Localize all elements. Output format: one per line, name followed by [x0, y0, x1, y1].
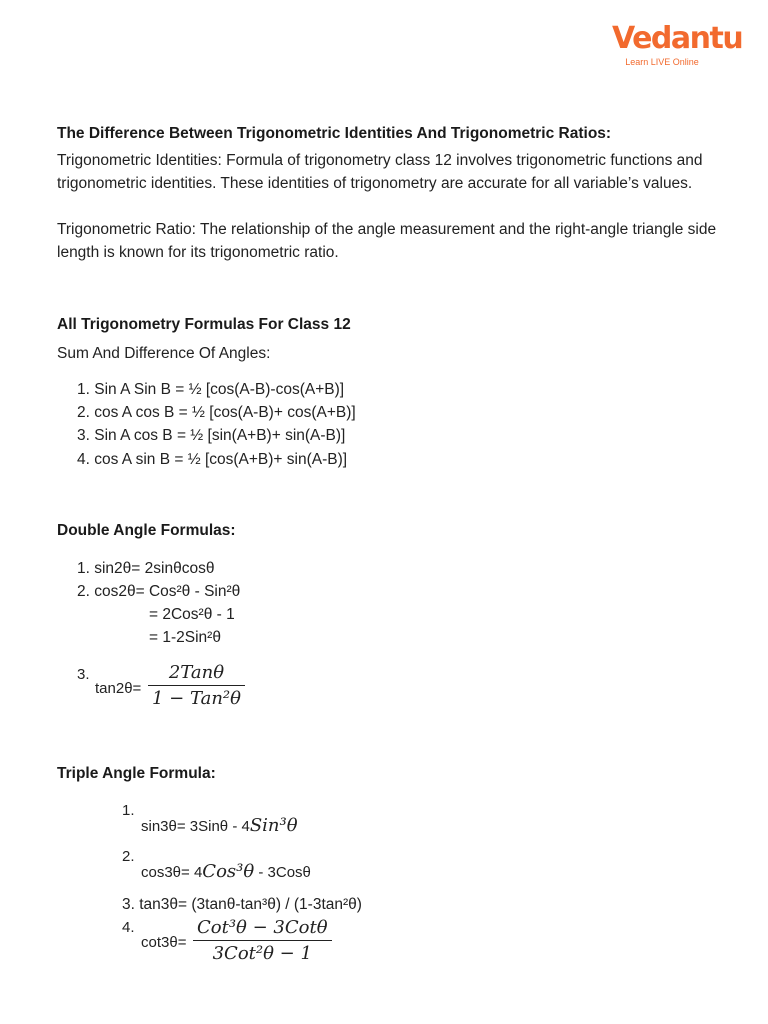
fraction-numerator: 2Tanθ	[168, 662, 225, 683]
cos3-formula	[141, 861, 311, 882]
list-item: 2. cos2θ= Cos²θ - Sin²θ	[77, 583, 241, 600]
formula-lhs: cot3θ=	[141, 934, 187, 951]
identities-paragraph: Trigonometric Identities: Formula of trigonometry class 12 involves trigonometric functions and trigonometric identities. These identities of trigonometry are accurate for all variable’s values.	[57, 152, 703, 192]
section-heading-double-angle: Double Angle Formulas:	[57, 522, 236, 539]
list-item: 3. Sin A cos B = ½ [sin(A+B)+ sin(A-B)]	[77, 427, 346, 444]
fraction-numerator: Cot³θ − 3Cotθ	[197, 917, 328, 938]
list-item: 4. cos A sin B = ½ [cos(A+B)+ sin(A-B)]	[77, 451, 348, 468]
list-item: 1. Sin A Sin B = ½ [cos(A-B)-cos(A+B)]	[77, 381, 345, 398]
formula-math: Cos³θ	[202, 861, 255, 882]
list-number: 2.	[122, 848, 135, 865]
ratio-paragraph: Trigonometric Ratio: The relationship of the angle measurement and the right-angle triangle side length is known for its trigonometric ratio.	[57, 221, 717, 261]
list-item: 2. cos A cos B = ½ [cos(A-B)+ cos(A+B)]	[77, 404, 356, 421]
formula-text: cos3θ= 4	[141, 864, 203, 881]
section-heading-all-formulas: All Trigonometry Formulas For Class 12	[57, 316, 351, 333]
logo-word: Vedantu	[612, 21, 743, 56]
logo-tagline: Learn LIVE Online	[625, 57, 699, 67]
cot3-fraction	[193, 917, 332, 964]
list-number: 1.	[122, 802, 135, 819]
formula-text: sin3θ= 3Sinθ - 4	[141, 818, 250, 835]
fraction-denominator: 3Cot²θ − 1	[193, 940, 332, 964]
section-heading-triple-angle: Triple Angle Formula:	[57, 765, 216, 782]
list-item: 1. sin2θ= 2sinθcosθ	[77, 560, 215, 577]
formula-text: - 3Cosθ	[254, 864, 311, 881]
fraction-denominator: 1 − Tan²θ	[148, 685, 245, 709]
sin3-formula	[141, 815, 298, 836]
formula-lhs: tan2θ=	[95, 680, 142, 697]
section-heading-difference: The Difference Between Trigonometric Identities And Trigonometric Ratios:	[57, 125, 612, 142]
formula-continuation: = 2Cos²θ - 1	[149, 606, 235, 623]
formula-continuation: = 1-2Sin²θ	[149, 629, 221, 646]
sum-difference-subheading: Sum And Difference Of Angles:	[57, 345, 271, 362]
formula-math: Sin³θ	[249, 815, 298, 836]
list-item: 3. tan3θ= (3tanθ-tan³θ) / (1-3tan²θ)	[122, 896, 362, 913]
list-number: 3.	[77, 666, 90, 683]
tan2-fraction	[148, 662, 245, 709]
vedantu-logo	[612, 21, 743, 67]
list-number: 4.	[122, 919, 135, 936]
